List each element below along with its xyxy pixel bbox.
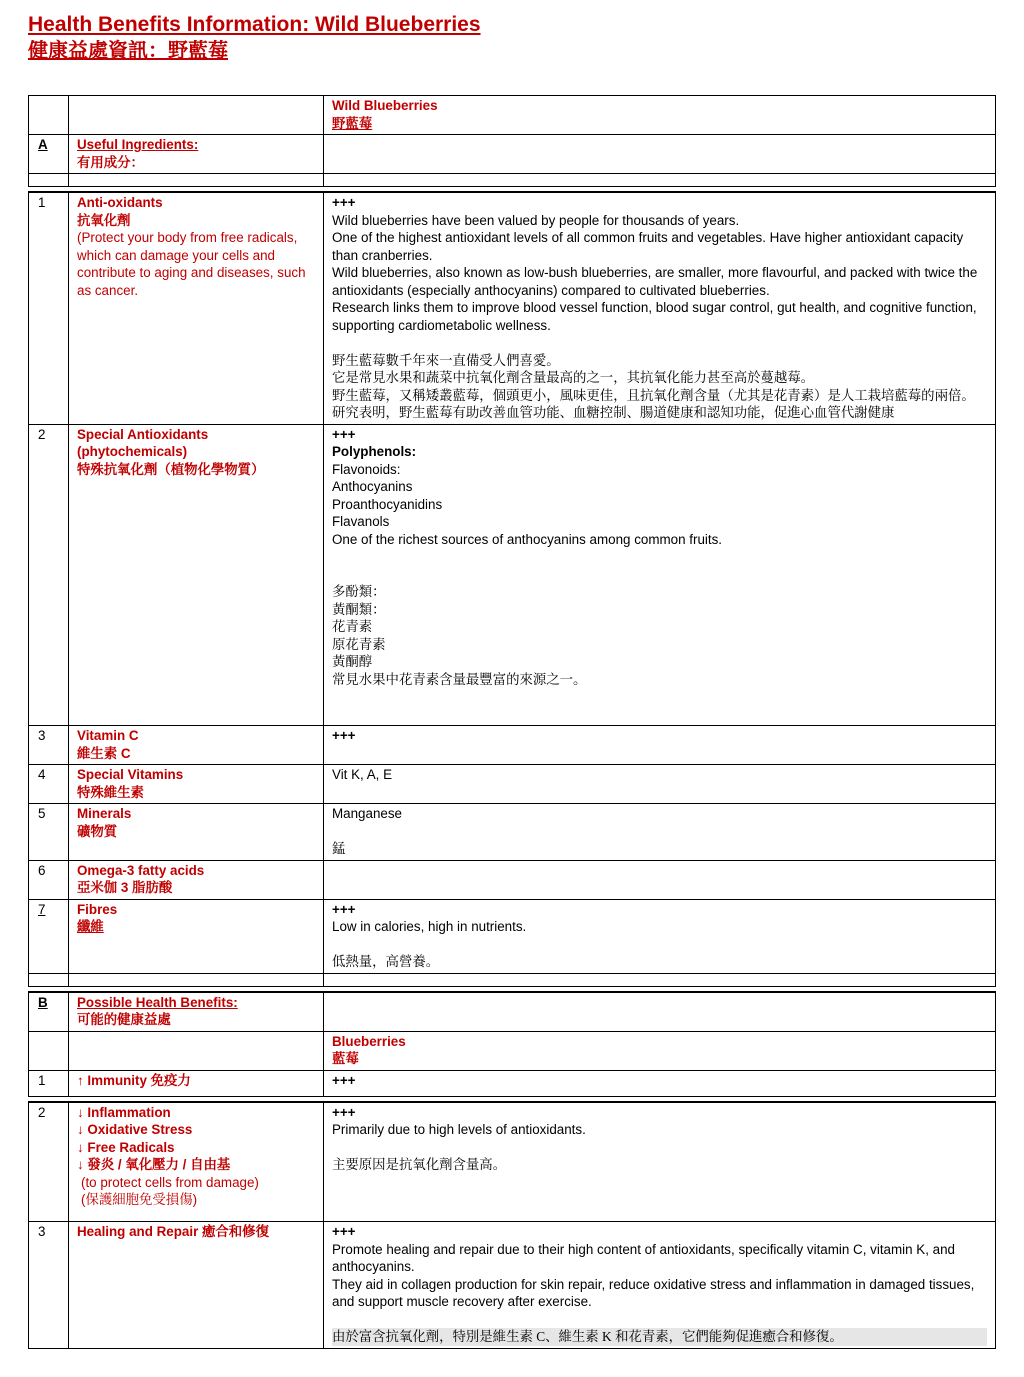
row-5-content-cell: [324, 804, 996, 861]
row-6-content-cell: [324, 860, 996, 899]
cell-empty: [29, 96, 69, 135]
row-4-label-cell: [69, 765, 324, 804]
benefit-3-index: 3: [29, 1222, 69, 1349]
rating-value: +++: [332, 1224, 356, 1239]
content-line: Manganese: [332, 806, 402, 821]
spacer-row: [29, 174, 996, 187]
product-name-2-en: Blueberries: [332, 1033, 406, 1049]
product-name-zh: 野藍莓: [332, 115, 373, 131]
product-name-2-zh: 藍莓: [332, 1051, 359, 1066]
section-b-label-cell: [69, 992, 324, 1032]
rating-value: +++: [332, 1104, 356, 1120]
table-section-benefits: [28, 1101, 996, 1349]
benefit-1-index: 1: [29, 1070, 69, 1096]
row-4-content-cell: [324, 765, 996, 804]
page-title-en: Health Benefits Information: Wild Blueberries: [28, 13, 481, 36]
content-line-zh: 主要原因是抗氧化劑含量高。: [332, 1157, 507, 1172]
content-line-zh: 原花青素: [332, 636, 386, 652]
cell-empty: [69, 96, 324, 135]
content-line-zh: 花青素: [332, 619, 373, 634]
content-line: Flavonoids:: [332, 461, 401, 477]
content-line: Research links them to improve blood vessel function, blood sugar control, gut health, and cognitive function, supporting cardiometabolic wellness.: [332, 300, 977, 333]
label-minerals-zh: 礦物質: [77, 823, 118, 839]
label-special-antioxidants-zh: 特殊抗氧化劑（植物化學物質）: [77, 461, 265, 477]
row-special-vitamins: [29, 765, 996, 804]
row-2-label-cell: [69, 424, 324, 726]
content-line: Flavanols: [332, 514, 390, 529]
content-line-zh-highlighted: 由於富含抗氧化劑，特別是維生素 C、維生素 K 和花青素，它們能夠促進癒合和修復。: [332, 1328, 987, 1346]
label-special-antioxidants-1: Special Antioxidants: [77, 426, 209, 442]
row-5-label-cell: [69, 804, 324, 861]
row-immunity: [29, 1070, 996, 1096]
content-line-zh: 黃酮類：: [332, 601, 386, 617]
table-section-ingredients: [28, 191, 996, 987]
cell-empty: [29, 1031, 69, 1070]
content-line: Primarily due to high levels of antioxidants.: [332, 1122, 586, 1137]
row-1-index: 1: [29, 192, 69, 424]
label-omega3-en: Omega-3 fatty acids: [77, 862, 205, 878]
rating-value: +++: [332, 1072, 356, 1088]
row-6-index: 6: [29, 860, 69, 899]
content-line: One of the richest sources of anthocyanins among common fruits.: [332, 531, 723, 547]
row-healing-repair: [29, 1222, 996, 1349]
content-line: Low in calories, high in nutrients.: [332, 919, 527, 934]
rating-value: +++: [332, 426, 356, 442]
row-inflammation: [29, 1102, 996, 1222]
row-5-index: 5: [29, 804, 69, 861]
row-1-content-cell: [324, 192, 996, 424]
label-healing-repair: Healing and Repair 癒合和修復: [77, 1224, 269, 1239]
content-line-zh: 低熱量，高營養。: [332, 954, 440, 969]
content-line-zh: 研究表明，野生藍莓有助改善血管功能、血糖控制、腸道健康和認知功能，促進心血管代謝健康: [332, 405, 895, 420]
cell-empty: [324, 992, 996, 1032]
section-b-label-zh: 可能的健康益處: [77, 1012, 171, 1027]
label-special-antioxidants-2: (phytochemicals): [77, 444, 188, 459]
content-line: Anthocyanins: [332, 479, 413, 494]
rating-value: +++: [332, 901, 356, 917]
content-line: Vit K, A, E: [332, 767, 393, 782]
row-3-content-cell: [324, 726, 996, 765]
content-line-zh: 錳: [332, 841, 346, 856]
content-line: They aid in collagen production for skin repair, reduce oxidative stress and inflammation in damaged tissues, and support muscle recovery after exercise.: [332, 1276, 975, 1309]
label-special-vitamins-en: Special Vitamins: [77, 767, 184, 782]
section-b-row: [29, 992, 996, 1032]
label-fibres-zh: 纖維: [77, 919, 104, 934]
label-anti-oxidants-en: Anti-oxidants: [77, 195, 163, 210]
content-line-zh: 多酚類：: [332, 584, 386, 599]
section-b-label-en: Possible Health Benefits:: [77, 994, 238, 1010]
section-a-label-zh: 有用成分：: [77, 154, 144, 170]
benefit-2-content-cell: [324, 1102, 996, 1222]
content-line: Wild blueberries, also known as low-bush blueberries, are smaller, more flavourful, and packed with twice the antioxidants (especially anthocyanins) compared to cultivated blueberries.: [332, 265, 978, 298]
product-header-row-2: [29, 1031, 996, 1070]
content-line: Proanthocyanidins: [332, 496, 443, 512]
row-omega-3: [29, 860, 996, 899]
content-line-zh: 它是常見水果和蔬菜中抗氧化劑含量最高的之一，其抗氧化能力甚至高於蔓越莓。: [332, 370, 815, 385]
label-free-radicals: ↓ Free Radicals: [77, 1139, 175, 1155]
row-minerals: [29, 804, 996, 861]
row-3-index: 3: [29, 726, 69, 765]
benefit-2-index: 2: [29, 1102, 69, 1222]
content-line-zh: 野生藍莓，又稱矮叢藍莓，個頭更小，風味更佳，且抗氧化劑含量（尤其是花青素）是人工栽培藍莓的兩倍。: [332, 387, 975, 403]
table-section-header: [28, 95, 996, 187]
spacer-row: [29, 973, 996, 986]
row-anti-oxidants: [29, 192, 996, 424]
label-protect-note-en: (to protect cells from damage): [81, 1174, 259, 1190]
label-vitamin-c-zh: 維生素 C: [77, 745, 131, 761]
row-1-label-cell: [69, 192, 324, 424]
product-name-cell-2: [324, 1031, 996, 1070]
benefit-1-label-cell: [69, 1070, 324, 1096]
label-omega3-zh: 亞米伽 3 脂肪酸: [77, 880, 173, 895]
content-line: One of the highest antioxidant levels of all common fruits and vegetables. Have higher antioxidant capacity than cranberries.: [332, 230, 964, 263]
label-fibres-en: Fibres: [77, 901, 118, 917]
label-protect-note-zh: (保護細胞免受損傷): [81, 1192, 198, 1207]
row-6-label-cell: [69, 860, 324, 899]
table-section-benefits-header: [28, 991, 996, 1097]
row-7-label-cell: [69, 899, 324, 973]
section-a-label-en: Useful Ingredients:: [77, 137, 199, 152]
section-a-label-cell: [69, 135, 324, 174]
row-special-antioxidants: [29, 424, 996, 726]
row-vitamin-c: [29, 726, 996, 765]
section-a-index: A: [29, 135, 69, 174]
cell-empty: [324, 135, 996, 174]
content-line: Promote healing and repair due to their high content of antioxidants, specifically vitamin C, vitamin K, and anthocyanins.: [332, 1241, 956, 1274]
row-7-content-cell: [324, 899, 996, 973]
content-line-zh: 常見水果中花青素含量最豐富的來源之一。: [332, 671, 587, 687]
benefit-1-content-cell: [324, 1070, 996, 1096]
section-a-row: [29, 135, 996, 174]
benefit-3-label-cell: [69, 1222, 324, 1349]
label-oxidative-stress: ↓ Oxidative Stress: [77, 1122, 193, 1137]
rating-value: +++: [332, 195, 356, 210]
product-name-cell: [324, 96, 996, 135]
cell-empty: [69, 1031, 324, 1070]
label-inflammation: ↓ Inflammation: [77, 1104, 171, 1120]
content-line-zh: 黃酮醇: [332, 654, 373, 669]
product-name-en: Wild Blueberries: [332, 98, 438, 113]
page-title-zh: 健康益處資訊：野藍莓: [28, 40, 228, 62]
label-minerals-en: Minerals: [77, 806, 132, 821]
label-anti-oxidants-zh: 抗氧化劑: [77, 212, 131, 228]
row-2-content-cell: [324, 424, 996, 726]
label-vitamin-c-en: Vitamin C: [77, 728, 139, 743]
row-3-label-cell: [69, 726, 324, 765]
product-header-row: [29, 96, 996, 135]
benefit-3-content-cell: [324, 1222, 996, 1349]
label-special-vitamins-zh: 特殊維生素: [77, 784, 144, 800]
rating-value: +++: [332, 728, 356, 743]
label-immunity: ↑ Immunity 免疫力: [77, 1072, 191, 1088]
row-4-index: 4: [29, 765, 69, 804]
label-anti-oxidants-note: (Protect your body from free radicals, which can damage your cells and contribute to aging and diseases, such as cancer.: [77, 230, 306, 298]
section-b-index: B: [29, 992, 69, 1032]
benefit-2-label-cell: [69, 1102, 324, 1222]
polyphenols-label: Polyphenols:: [332, 444, 417, 459]
label-inflammation-zh: ↓ 發炎 / 氧化壓力 / 自由基: [77, 1157, 231, 1172]
content-line: Wild blueberries have been valued by people for thousands of years.: [332, 212, 740, 228]
row-fibres: [29, 899, 996, 973]
row-7-index: 7: [29, 899, 69, 973]
content-line-zh: 野生藍莓數千年來一直備受人們喜愛。: [332, 352, 560, 368]
row-2-index: 2: [29, 424, 69, 726]
